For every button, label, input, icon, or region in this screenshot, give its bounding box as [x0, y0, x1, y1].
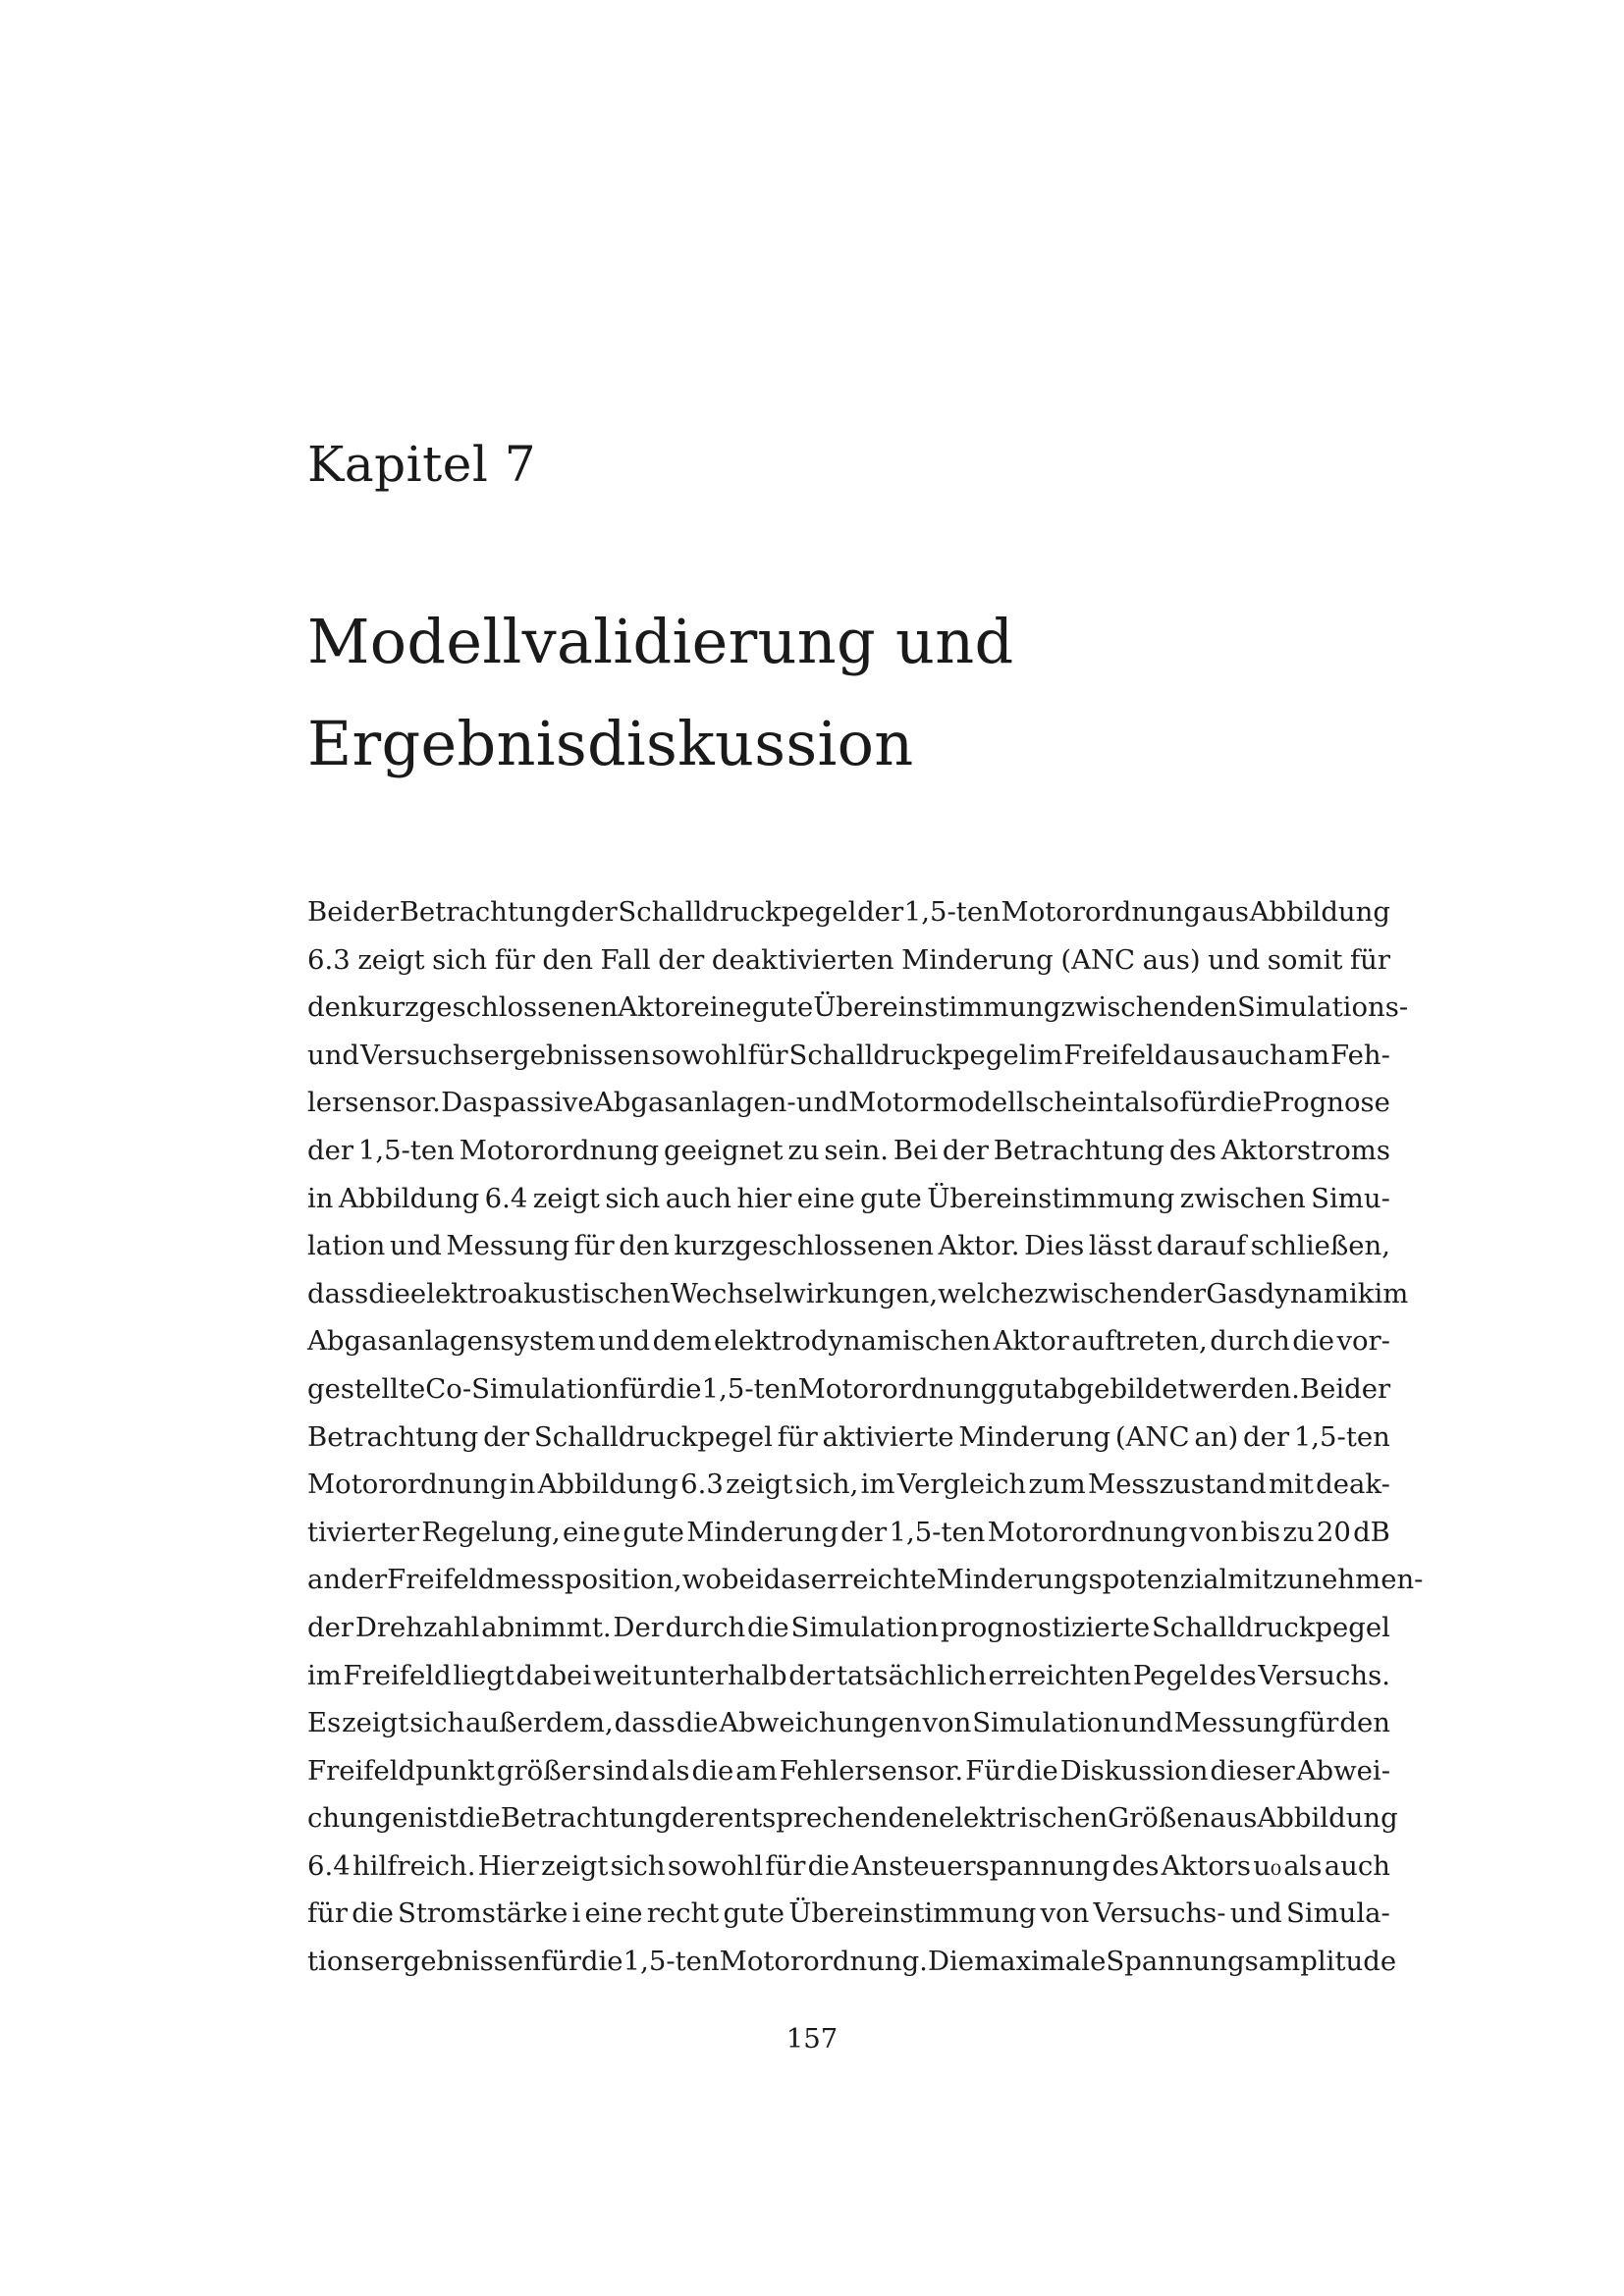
chapter-title-line: Ergebnisdiskussion	[307, 708, 914, 779]
paragraph-line: Betrachtung der Schalldruckpegel für aktivierte Minderung (ANC an) der 1,5-ten	[307, 1420, 1390, 1453]
paragraph-line: dass die elektroakustischen Wechselwirkungen, welche zwischen der Gasdynamik im	[307, 1277, 1409, 1309]
paragraph-line: und Versuchsergebnissen sowohl für Schalldruckpegel im Freifeld aus auch am Feh-	[307, 1039, 1390, 1071]
paragraph-line: Es zeigt sich außerdem, dass die Abweichungen von Simulation und Messung für den	[307, 1707, 1390, 1739]
chapter-title	[307, 591, 1387, 795]
paragraph-line: tionsergebnissen für die 1,5-ten Motorordnung. Die maximale Spannungsamplitude	[307, 1946, 1397, 1978]
paragraph-line: 6.4 hilfreich. Hier zeigt sich sowohl für die Ansteuerspannung des Aktors u₀ als auch	[307, 1849, 1390, 1882]
paragraph-line: für die Stromstärke i eine recht gute Übereinstimmung von Versuchs- und Simula-	[307, 1897, 1390, 1930]
paragraph-line: den kurzgeschlossenen Aktor eine gute Übereinstimmung zwischen den Simulations-	[307, 991, 1409, 1024]
body-paragraph	[307, 895, 1424, 1993]
paragraph-line: lation und Messung für den kurzgeschlossenen Aktor. Dies lässt darauf schließen,	[307, 1230, 1390, 1262]
paragraph-line: der Drehzahl abnimmt. Der durch die Simulation prognostizierte Schalldruckpegel	[307, 1611, 1390, 1643]
chapter-label: Kapitel 7	[307, 436, 537, 493]
paragraph-line: tivierter Regelung, eine gute Minderung der 1,5-ten Motorordnung von bis zu 20 dB	[307, 1516, 1390, 1548]
paragraph-line: Motorordnung in Abbildung 6.3 zeigt sich, im Vergleich zum Messzustand mit deak-	[307, 1468, 1390, 1501]
paragraph-line: chungen ist die Betrachtung der entsprechenden elektrischen Größen aus Abbildung	[307, 1802, 1398, 1835]
paragraph-line: 6.3 zeigt sich für den Fall der deaktivierten Minderung (ANC aus) und somit für	[307, 943, 1390, 976]
paragraph-line: Abgasanlagensystem und dem elektrodynamischen Aktor auftreten, durch die vor-	[307, 1325, 1390, 1358]
paragraph-line: in Abbildung 6.4 zeigt sich auch hier eine gute Übereinstimmung zwischen Simu-	[307, 1182, 1390, 1214]
page-number: 157	[785, 2023, 839, 2055]
paragraph-line: Bei der Betrachtung der Schalldruckpegel der 1,5-ten Motorordnung aus Abbildung	[307, 896, 1390, 928]
paragraph-line: an der Freifeldmessposition, wobei das erreichte Minderungspotenzial mit zunehmen-	[307, 1564, 1424, 1596]
paragraph-line: der 1,5-ten Motorordnung geeignet zu sein. Bei der Betrachtung des Aktorstroms	[307, 1134, 1390, 1166]
paragraph-line: lersensor. Das passive Abgasanlagen- und Motormodell scheint also für die Prognose	[307, 1087, 1390, 1119]
paragraph-line: gestellte Co-Simulation für die 1,5-ten Motorordnung gut abgebildet werden. Bei der	[307, 1372, 1391, 1405]
paragraph-line: im Freifeld liegt dabei weit unterhalb der tatsächlich erreichten Pegel des Versuchs.	[307, 1659, 1390, 1691]
chapter-title-line: Modellvalidierung und	[307, 606, 1014, 677]
paragraph-line: Freifeldpunkt größer sind als die am Fehlersensor. Für die Diskussion dieser Abwei-	[307, 1754, 1390, 1787]
